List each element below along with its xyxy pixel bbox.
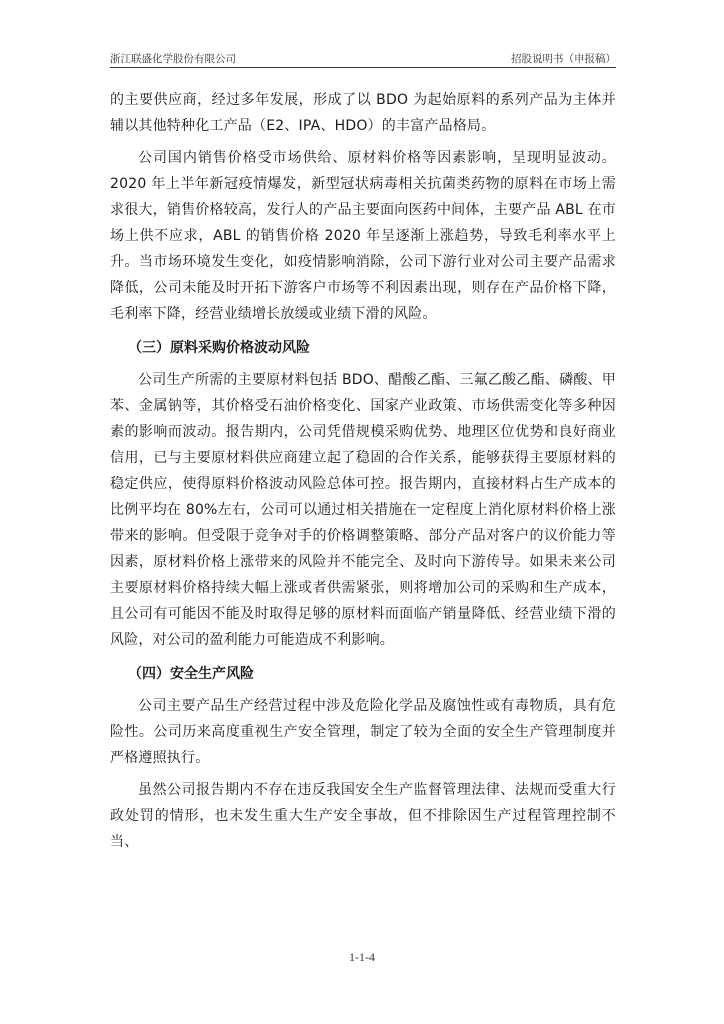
paragraph-safety-risk: 公司主要产品生产经营过程中涉及危险化学品及腐蚀性或有毒物质，具有危险性。公司历来高度重视生产安全管理，制定了较为全面的安全生产管理制度并严格遵照执行。 — [110, 698, 616, 766]
paragraph-continuation: 的主要供应商，经过多年发展，形成了以 BDO 为起始原料的系列产品为主体并辅以其他特种化工产品（E2、IPA、HDO）的丰富产品格局。 — [110, 92, 616, 134]
page-header — [110, 48, 616, 68]
document-body — [110, 87, 616, 855]
header-document-title: 招股说明书（申报稿） — [511, 53, 616, 65]
header-company-name: 浙江联盛化学股份有限公司 — [110, 53, 236, 65]
heading-raw-material-risk: （三）原料采购价格波动风险 — [128, 340, 310, 356]
paragraph-safety-compliance: 虽然公司报告期内不存在违反我国安全生产监督管理法律、法规而受重大行政处罚的情形，也未发生重大生产安全事故，但不排除因生产过程管理控制不当、 — [110, 782, 616, 850]
paragraph-domestic-price: 公司国内销售价格受市场供给、原材料价格等因素影响，呈现明显波动。2020 年上半年新冠疫情爆发，新型冠状病毒相关抗菌类药物的原料在市场上需求很大，销售价格较高，发行人的产品主要面向医药中间体，主要产品 ABL 在市场上供不应求，ABL 的销售价格 2020 年呈逐渐上涨趋势，导致毛利率水平上升。当市场环境发生变化，如疫情影响消除，公司下游行业对公司主要产品需求降低，公司未能及时开拓下游客户市场等不利因素出现，则存在产品价格下降，毛利率下降，经营业绩增长放缓或业绩下滑的风险。 — [110, 150, 616, 322]
paragraph-raw-material-risk: 公司生产所需的主要原材料包括 BDO、醋酸乙酯、三氟乙酸乙酯、磷酸、甲苯、金属钠等，其价格受石油价格变化、国家产业政策、市场供需变化等多种因素的影响而波动。报告期内，公司凭借规模采购优势、地理区位优势和良好商业信用，已与主要原材料供应商建立起了稳固的合作关系，能够获得主要原材料的稳定供应，使得原料价格波动风险总体可控。报告期内，直接材料占生产成本的比例平均在 80%左右，公司可以通过相关措施在一定程度上消化原材料价格上涨带来的影响。但受限于竞争对手的价格调整策略、部分产品对客户的议价能力等因素，原材料价格上涨带来的风险并不能完全、及时向下游传导。如果未来公司主要原材料价格持续大幅上涨或者供需紧张，则将增加公司的采购和生产成本，且公司有可能因不能及时取得足够的原材料而面临产销量降低、经营业绩下滑的风险，对公司的盈利能力可能造成不利影响。 — [110, 372, 616, 648]
heading-safety-risk: （四）安全生产风险 — [128, 666, 254, 682]
page-number: 1-1-4 — [349, 950, 375, 964]
